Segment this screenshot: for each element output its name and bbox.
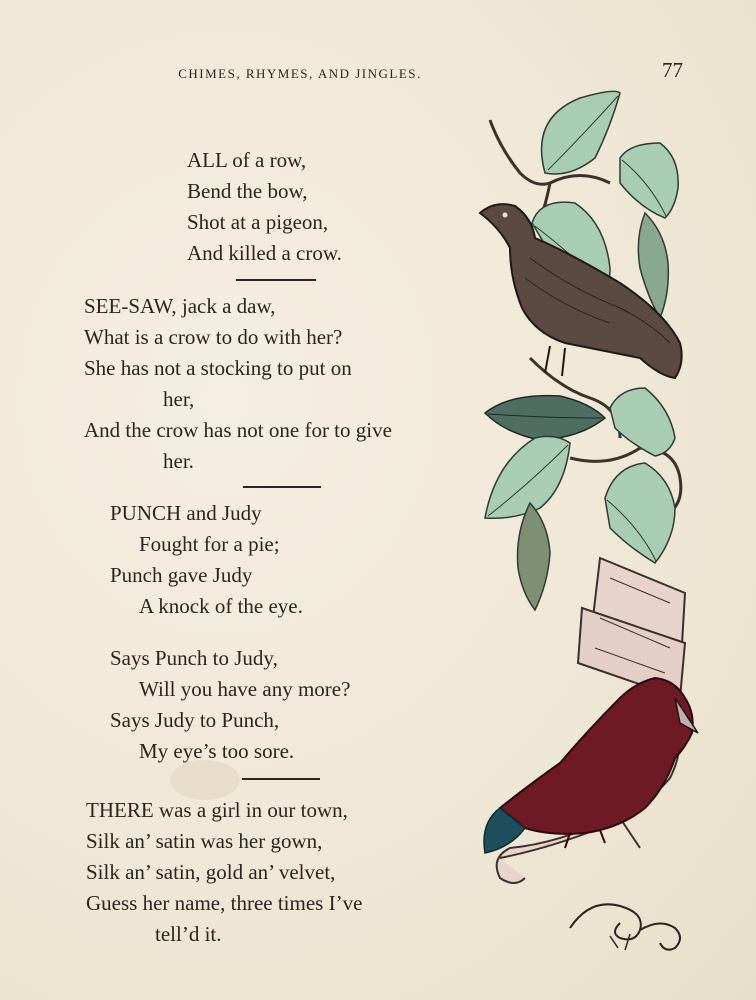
poem-line: tell’d it.	[155, 922, 222, 946]
poem-line: ALL of a row,	[187, 148, 307, 172]
leaf-icon	[485, 436, 570, 518]
poem-line: THERE was a girl in our town,	[86, 798, 348, 822]
poem-line: Says Judy to Punch,	[110, 708, 280, 732]
leaf-icon	[542, 91, 620, 174]
section-divider	[236, 279, 316, 281]
poem-line: Will you have any more?	[139, 677, 351, 701]
poem-line: Bend the bow,	[187, 179, 308, 203]
section-divider	[242, 778, 320, 780]
catkin-icon	[518, 503, 551, 610]
poem-line: What is a crow to do with her?	[84, 325, 343, 349]
poem-line: She has not a stocking to put on	[84, 356, 352, 380]
poem-line: My eye’s too sore.	[139, 739, 295, 763]
poem-line: PUNCH and Judy	[110, 501, 262, 525]
leaf-icon	[485, 396, 605, 440]
poem-line: And the crow has not one for to give	[84, 418, 392, 442]
poem-line: Silk an’ satin, gold an’ velvet,	[86, 860, 336, 884]
poem-line: And killed a crow.	[187, 241, 342, 265]
crow-icon	[484, 678, 698, 853]
leaf-icon	[610, 388, 675, 456]
poem-line: Silk an’ satin was her gown,	[86, 829, 323, 853]
leaf-icon	[620, 143, 678, 218]
poem-line: her,	[163, 387, 195, 411]
poem-line: Guess her name, three times I’ve	[86, 891, 363, 915]
lattice-icon	[578, 558, 685, 698]
poem-line: her.	[163, 449, 194, 473]
scroll-ornament-icon	[570, 904, 680, 949]
section-divider	[243, 486, 321, 488]
poem-line: Fought for a pie;	[139, 532, 280, 556]
decorative-illustration	[470, 88, 702, 958]
paper-stain	[170, 760, 240, 800]
page-number: 77	[662, 58, 683, 82]
poem-line: SEE-SAW, jack a daw,	[84, 294, 276, 318]
poem-line: A knock of the eye.	[139, 594, 303, 618]
leaf-icon	[605, 463, 675, 563]
poem-line: Shot at a pigeon,	[187, 210, 329, 234]
poem-line: Says Punch to Judy,	[110, 646, 278, 670]
running-head: CHIMES, RHYMES, AND JINGLES.	[178, 66, 422, 81]
poem-line: Punch gave Judy	[110, 563, 253, 587]
